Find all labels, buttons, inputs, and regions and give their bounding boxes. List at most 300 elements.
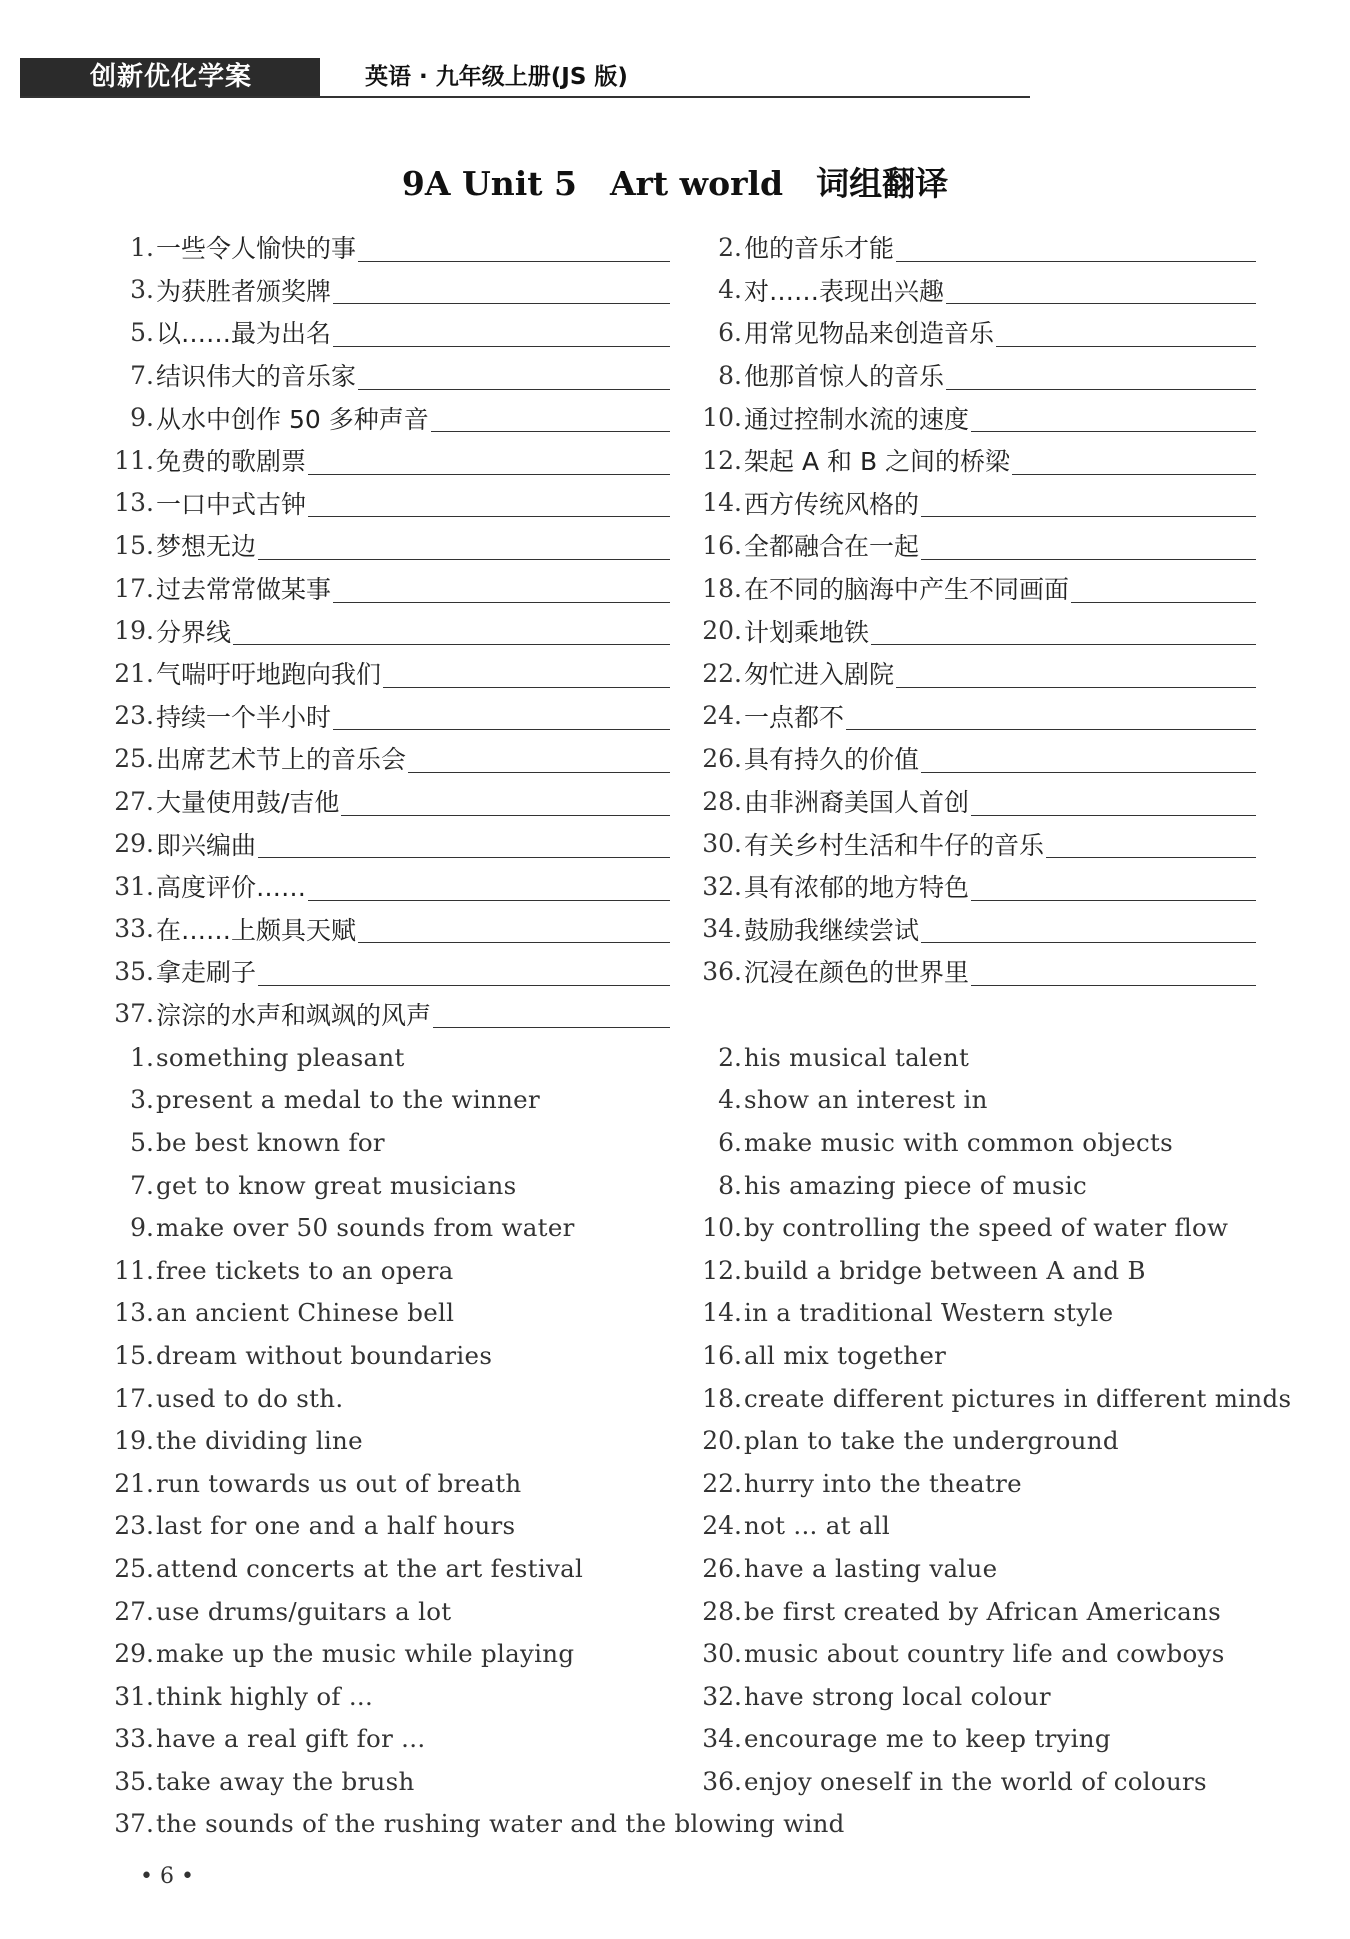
answer-blank-line[interactable] [1071, 574, 1256, 603]
answer-text: get to know great musicians [156, 1170, 517, 1200]
phrase-item [100, 439, 670, 482]
phrase-row [0, 1164, 1350, 1207]
phrase-text: 对……表现出兴趣 [744, 276, 945, 306]
item-number: 6. [718, 1127, 742, 1157]
answer-item [688, 1462, 1256, 1505]
item-number: 7. [130, 360, 154, 390]
phrase-row [0, 1292, 1350, 1335]
phrase-text: 大量使用鼓/吉他 [156, 788, 340, 818]
phrase-item [100, 652, 670, 695]
answer-blank-line[interactable] [971, 872, 1256, 901]
item-number: 15. [114, 530, 154, 560]
answer-text: be best known for [156, 1127, 385, 1157]
answer-item [688, 1377, 1292, 1420]
item-number: 13. [114, 1298, 154, 1328]
item-number: 5. [130, 1127, 154, 1157]
phrase-row [0, 1036, 1350, 1079]
answer-text: enjoy oneself in the world of colours [744, 1766, 1207, 1796]
answer-blank-line[interactable] [258, 829, 670, 858]
item-number: 21. [114, 1468, 154, 1498]
item-number: 14. [702, 488, 742, 518]
phrase-text: 西方传统风格的 [744, 489, 920, 519]
item-number: 17. [114, 573, 154, 603]
answer-item [100, 1249, 670, 1292]
item-number: 14. [702, 1298, 742, 1328]
answer-blank-line[interactable] [358, 914, 670, 943]
item-number: 22. [702, 1468, 742, 1498]
phrase-text: 用常见物品来创造音乐 [744, 319, 995, 349]
phrase-text: 计划乘地铁 [744, 617, 870, 647]
phrase-item [688, 482, 1256, 525]
phrase-text: 由非洲裔美国人首创 [744, 788, 970, 818]
phrase-text: 架起 A 和 B 之间的桥梁 [744, 447, 1011, 477]
item-number: 32. [702, 871, 742, 901]
answer-blank-line[interactable] [308, 446, 670, 475]
item-number: 31. [114, 871, 154, 901]
answer-item [100, 1632, 670, 1675]
answer-blank-line[interactable] [408, 744, 670, 773]
phrase-text: 在……上颇具天赋 [156, 915, 357, 945]
phrase-item [688, 865, 1256, 908]
item-number: 10. [702, 403, 742, 433]
phrase-text: 拿走刷子 [156, 958, 257, 988]
item-number: 30. [702, 1639, 742, 1669]
answer-blank-line[interactable] [921, 531, 1256, 560]
phrase-item [688, 695, 1256, 738]
answer-text: dream without boundaries [156, 1340, 493, 1370]
item-number: 22. [702, 658, 742, 688]
answer-blank-line[interactable] [896, 233, 1256, 262]
item-number: 34. [702, 914, 742, 944]
answer-item [688, 1760, 1256, 1803]
phrase-item [688, 567, 1256, 610]
item-number: 12. [702, 445, 742, 475]
answer-blank-line[interactable] [433, 999, 670, 1028]
phrase-text: 持续一个半小时 [156, 702, 332, 732]
answer-item [100, 1718, 670, 1761]
phrase-item [100, 311, 670, 354]
phrase-item [100, 524, 670, 567]
phrase-text: 即兴编曲 [156, 830, 257, 860]
phrase-row [0, 1249, 1350, 1292]
answer-text: show an interest in [744, 1085, 988, 1115]
phrase-item [688, 396, 1256, 439]
phrase-row [0, 1206, 1350, 1249]
item-number: 20. [702, 616, 742, 646]
item-number: 7. [130, 1170, 154, 1200]
phrase-row [0, 567, 1350, 610]
answer-item [100, 1079, 670, 1122]
item-number: 11. [114, 1255, 154, 1285]
item-number: 28. [702, 786, 742, 816]
answer-item [100, 1377, 670, 1420]
item-number: 2. [718, 232, 742, 262]
answer-text: take away the brush [156, 1766, 415, 1796]
answer-blank-line[interactable] [333, 574, 670, 603]
phrase-item [688, 822, 1256, 865]
item-number: 29. [114, 829, 154, 859]
phrase-row [0, 269, 1350, 312]
phrase-row [0, 780, 1350, 823]
phrase-text: 一些令人愉快的事 [156, 234, 357, 264]
answer-blank-line[interactable] [258, 957, 670, 986]
answer-text: free tickets to an opera [156, 1255, 454, 1285]
answer-item [688, 1505, 1256, 1548]
answer-blank-line[interactable] [971, 403, 1256, 432]
item-number: 35. [114, 956, 154, 986]
answer-blank-line[interactable] [846, 701, 1256, 730]
phrase-row [0, 695, 1350, 738]
page-title: 9A Unit 5 Art world 词组翻译 [401, 164, 949, 203]
brand-logo: 创新优化学案 [20, 58, 320, 96]
phrase-item [100, 269, 670, 312]
phrase-row [0, 1760, 1350, 1803]
answer-item [100, 1675, 670, 1718]
answer-text: all mix together [744, 1340, 947, 1370]
answer-item [100, 1803, 1300, 1846]
answer-text: run towards us out of breath [156, 1468, 522, 1498]
phrase-row [0, 1632, 1350, 1675]
answer-blank-line[interactable] [971, 787, 1256, 816]
item-number: 10. [702, 1213, 742, 1243]
item-number: 4. [718, 1085, 742, 1115]
item-number: 37. [114, 1809, 154, 1839]
answer-item [688, 1547, 1256, 1590]
item-number: 26. [702, 1553, 742, 1583]
answer-text: make up the music while playing [156, 1639, 575, 1669]
phrase-text: 气喘吁吁地跑向我们 [156, 660, 382, 690]
phrase-row [0, 1803, 1350, 1846]
phrase-text: 他的音乐才能 [744, 234, 895, 264]
item-number: 36. [702, 1766, 742, 1796]
answer-text: not ... at all [744, 1511, 891, 1541]
answer-blank-line[interactable] [871, 616, 1256, 645]
answer-blank-line[interactable] [896, 659, 1256, 688]
answer-text: make over 50 sounds from water [156, 1213, 575, 1243]
phrase-row [0, 950, 1350, 993]
phrase-text: 通过控制水流的速度 [744, 404, 970, 434]
item-number: 5. [130, 317, 154, 347]
english-answer-list [0, 1036, 1350, 1845]
phrase-text: 鼓励我继续尝试 [744, 915, 920, 945]
item-number: 16. [702, 1340, 742, 1370]
phrase-item [100, 354, 670, 397]
phrase-row [0, 1590, 1350, 1633]
answer-item [688, 1590, 1256, 1633]
phrase-text: 有关乡村生活和牛仔的音乐 [744, 830, 1045, 860]
phrase-row [0, 1121, 1350, 1164]
phrase-text: 一点都不 [744, 702, 845, 732]
phrase-item [100, 482, 670, 525]
answer-text: by controlling the speed of water flow [744, 1213, 1229, 1243]
item-number: 8. [718, 360, 742, 390]
phrase-item [100, 908, 670, 951]
answer-text: attend concerts at the art festival [156, 1553, 584, 1583]
answer-item [100, 1121, 670, 1164]
answer-item [688, 1164, 1256, 1207]
phrase-row [0, 1505, 1350, 1548]
answer-text: create different pictures in different minds [744, 1383, 1292, 1413]
answer-text: build a bridge between A and B [744, 1255, 1146, 1285]
item-number: 25. [114, 1553, 154, 1583]
answer-text: used to do sth. [156, 1383, 344, 1413]
phrase-row [0, 737, 1350, 780]
phrase-item [688, 524, 1256, 567]
answer-blank-line[interactable] [341, 787, 670, 816]
answer-item [688, 1675, 1256, 1718]
answer-blank-line[interactable] [358, 361, 670, 390]
item-number: 23. [114, 701, 154, 731]
answer-blank-line[interactable] [308, 872, 670, 901]
phrase-text: 从水中创作 50 多种声音 [156, 404, 429, 434]
answer-blank-line[interactable] [358, 233, 670, 262]
phrase-row [0, 524, 1350, 567]
item-number: 11. [114, 445, 154, 475]
item-number: 9. [130, 403, 154, 433]
phrase-row [0, 1547, 1350, 1590]
answer-text: present a medal to the winner [156, 1085, 540, 1115]
item-number: 21. [114, 658, 154, 688]
answer-text: encourage me to keep trying [744, 1724, 1111, 1754]
answer-item [688, 1206, 1256, 1249]
answer-text: make music with common objects [744, 1127, 1174, 1157]
item-number: 32. [702, 1681, 742, 1711]
phrase-row [0, 1334, 1350, 1377]
phrase-text: 具有浓郁的地方特色 [744, 873, 970, 903]
phrase-row [0, 1675, 1350, 1718]
answer-item [688, 1419, 1256, 1462]
phrase-row [0, 311, 1350, 354]
answer-text: think highly of ... [156, 1681, 374, 1711]
phrase-row [0, 482, 1350, 525]
item-number: 4. [718, 275, 742, 305]
answer-text: have a lasting value [744, 1553, 998, 1583]
phrase-item [100, 567, 670, 610]
answer-blank-line[interactable] [946, 275, 1256, 304]
answer-item [100, 1164, 670, 1207]
phrase-row [0, 609, 1350, 652]
phrase-text: 为获胜者颁奖牌 [156, 276, 332, 306]
phrase-row [0, 993, 1350, 1036]
phrase-item [688, 439, 1256, 482]
item-number: 12. [702, 1255, 742, 1285]
answer-blank-line[interactable] [383, 659, 670, 688]
answer-item [100, 1760, 670, 1803]
phrase-item [688, 908, 1256, 951]
item-number: 33. [114, 914, 154, 944]
item-number: 6. [718, 317, 742, 347]
phrase-row [0, 865, 1350, 908]
item-number: 18. [702, 573, 742, 603]
phrase-item [100, 737, 670, 780]
answer-text: an ancient Chinese bell [156, 1298, 455, 1328]
answer-blank-line[interactable] [921, 488, 1256, 517]
phrase-item [100, 695, 670, 738]
item-number: 9. [130, 1213, 154, 1243]
answer-item [100, 1036, 670, 1079]
phrase-row [0, 439, 1350, 482]
answer-item [100, 1206, 670, 1249]
phrase-row [0, 1377, 1350, 1420]
phrase-text: 匆忙进入剧院 [744, 660, 895, 690]
phrase-item [688, 354, 1256, 397]
phrase-text: 过去常常做某事 [156, 575, 332, 605]
phrase-item [100, 396, 670, 439]
answer-blank-line[interactable] [333, 275, 670, 304]
phrase-text: 在不同的脑海中产生不同画面 [744, 575, 1070, 605]
item-number: 30. [702, 829, 742, 859]
item-number: 20. [702, 1426, 742, 1456]
answer-blank-line[interactable] [333, 701, 670, 730]
item-number: 13. [114, 488, 154, 518]
item-number: 19. [114, 616, 154, 646]
answer-item [100, 1590, 670, 1633]
answer-blank-line[interactable] [431, 403, 670, 432]
subject-label: 英语 · 九年级上册(JS 版) [365, 64, 628, 90]
answer-blank-line[interactable] [921, 914, 1256, 943]
phrase-text: 出席艺术节上的音乐会 [156, 745, 407, 775]
phrase-text: 分界线 [156, 617, 232, 647]
phrase-row [0, 652, 1350, 695]
answer-text: last for one and a half hours [156, 1511, 516, 1541]
answer-item [100, 1292, 670, 1335]
answer-text: his amazing piece of music [744, 1170, 1087, 1200]
answer-text: have a real gift for ... [156, 1724, 426, 1754]
answer-text: something pleasant [156, 1042, 405, 1072]
answer-blank-line[interactable] [258, 531, 670, 560]
answer-item [100, 1419, 670, 1462]
answer-item [100, 1505, 670, 1548]
phrase-text: 高度评价…… [156, 873, 307, 903]
answer-text: his musical talent [744, 1042, 970, 1072]
answer-blank-line[interactable] [1012, 446, 1256, 475]
item-number: 19. [114, 1426, 154, 1456]
answer-item [100, 1547, 670, 1590]
answer-blank-line[interactable] [921, 744, 1256, 773]
page-number: • 6 • [140, 1864, 194, 1889]
answer-item [688, 1249, 1256, 1292]
phrase-row [0, 226, 1350, 269]
phrase-text: 淙淙的水声和飒飒的风声 [156, 1000, 432, 1030]
phrase-item [688, 950, 1256, 993]
answer-item [100, 1462, 670, 1505]
item-number: 34. [702, 1724, 742, 1754]
phrase-text: 免费的歌剧票 [156, 447, 307, 477]
phrase-item [688, 311, 1256, 354]
answer-item [688, 1632, 1256, 1675]
answer-item [688, 1292, 1256, 1335]
item-number: 3. [130, 275, 154, 305]
phrase-row [0, 822, 1350, 865]
answer-item [100, 1334, 670, 1377]
item-number: 31. [114, 1681, 154, 1711]
phrase-text: 结识伟大的音乐家 [156, 362, 357, 392]
answer-blank-line[interactable] [971, 957, 1256, 986]
answer-blank-line[interactable] [1046, 829, 1256, 858]
item-number: 35. [114, 1766, 154, 1796]
phrase-item [100, 865, 670, 908]
phrase-text: 以……最为出名 [156, 319, 332, 349]
item-number: 33. [114, 1724, 154, 1754]
item-number: 17. [114, 1383, 154, 1413]
phrase-item [100, 226, 670, 269]
answer-blank-line[interactable] [946, 361, 1256, 390]
phrase-item [100, 822, 670, 865]
item-number: 24. [702, 701, 742, 731]
item-number: 27. [114, 786, 154, 816]
item-number: 18. [702, 1383, 742, 1413]
answer-blank-line[interactable] [996, 318, 1256, 347]
item-number: 24. [702, 1511, 742, 1541]
answer-text: the sounds of the rushing water and the blowing wind [156, 1809, 845, 1839]
item-number: 8. [718, 1170, 742, 1200]
item-number: 29. [114, 1639, 154, 1669]
answer-item [688, 1121, 1256, 1164]
phrase-item [688, 737, 1256, 780]
page-header [20, 58, 1030, 96]
answer-text: be first created by African Americans [744, 1596, 1221, 1626]
item-number: 3. [130, 1085, 154, 1115]
phrase-item [688, 780, 1256, 823]
phrase-item [100, 609, 670, 652]
phrase-item [688, 226, 1256, 269]
phrase-row [0, 1462, 1350, 1505]
answer-text: hurry into the theatre [744, 1468, 1022, 1498]
item-number: 27. [114, 1596, 154, 1626]
phrase-row [0, 396, 1350, 439]
phrase-item [100, 780, 670, 823]
header-divider [20, 96, 1030, 98]
item-number: 36. [702, 956, 742, 986]
item-number: 15. [114, 1340, 154, 1370]
phrase-row [0, 908, 1350, 951]
phrase-text: 他那首惊人的音乐 [744, 362, 945, 392]
phrase-item [688, 269, 1256, 312]
chinese-phrase-list [0, 226, 1350, 1035]
answer-blank-line[interactable] [333, 318, 670, 347]
answer-item [688, 1334, 1256, 1377]
item-number: 1. [130, 1042, 154, 1072]
answer-blank-line[interactable] [308, 488, 670, 517]
phrase-text: 具有持久的价值 [744, 745, 920, 775]
item-number: 28. [702, 1596, 742, 1626]
phrase-row [0, 354, 1350, 397]
item-number: 26. [702, 743, 742, 773]
answer-text: use drums/guitars a lot [156, 1596, 452, 1626]
phrase-text: 全都融合在一起 [744, 532, 920, 562]
item-number: 2. [718, 1042, 742, 1072]
answer-blank-line[interactable] [233, 616, 670, 645]
item-number: 16. [702, 530, 742, 560]
item-number: 25. [114, 743, 154, 773]
item-number: 1. [130, 232, 154, 262]
answer-item [688, 1036, 1256, 1079]
phrase-item [688, 609, 1256, 652]
phrase-item [100, 950, 670, 993]
phrase-row [0, 1718, 1350, 1761]
answer-item [688, 1718, 1256, 1761]
answer-text: the dividing line [156, 1426, 363, 1456]
phrase-row [0, 1419, 1350, 1462]
answer-text: in a traditional Western style [744, 1298, 1114, 1328]
phrase-text: 梦想无边 [156, 532, 257, 562]
item-number: 37. [114, 999, 154, 1029]
phrase-text: 一口中式古钟 [156, 489, 307, 519]
phrase-item [100, 993, 670, 1036]
answer-text: plan to take the underground [744, 1426, 1119, 1456]
answer-item [688, 1079, 1256, 1122]
phrase-item [688, 652, 1256, 695]
